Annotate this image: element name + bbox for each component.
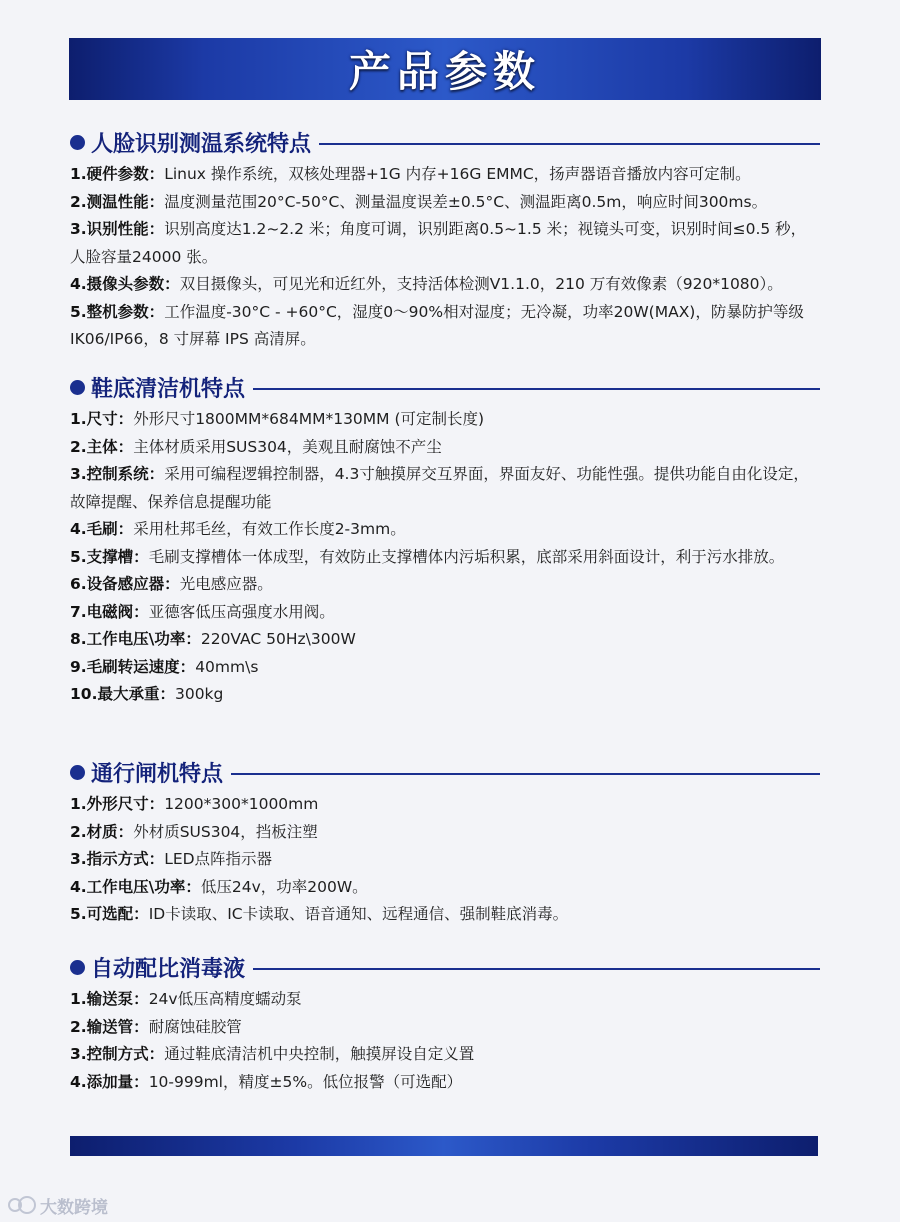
spec-label: 4.毛刷： [70, 520, 134, 538]
spec-value: LED点阵指示器 [164, 850, 273, 868]
spec-label: 10.最大承重： [70, 685, 175, 703]
spec-label: 2.测温性能： [70, 192, 165, 211]
spec-label: 3.控制方式： [70, 1045, 165, 1063]
watermark-text: 大数跨境 [40, 1197, 108, 1218]
spec-value: Linux 操作系统，双核处理器+1G 内存+16G EMMC，扬声器语音播放内容可定制。 [164, 165, 751, 183]
spec-value: 24v低压高精度蠕动泵 [148, 990, 302, 1008]
spec-item [70, 189, 820, 217]
section-disinfectant [70, 952, 820, 1096]
spec-item [70, 516, 820, 544]
section-title: 鞋底清洁机特点 [91, 376, 246, 402]
spec-value: 220VAC 50Hz\300W [200, 630, 356, 648]
spec-value: 通过鞋底清洁机中央控制，触摸屏设自定义置 [164, 1045, 475, 1063]
spec-item [70, 299, 820, 354]
spec-item [70, 819, 820, 847]
section-header [70, 127, 820, 157]
spec-item [70, 271, 820, 299]
spec-label: 4.工作电压\功率： [70, 877, 201, 896]
spec-value: 40mm\s [195, 657, 259, 676]
spec-value: 采用杜邦毛丝，有效工作长度2-3mm。 [133, 520, 406, 538]
spec-value: 外形尺寸1800MM*684MM*130MM (可定制长度) [133, 410, 485, 428]
spec-item [70, 161, 820, 189]
spec-label: 6.设备感应器： [70, 575, 180, 593]
section-face-recognition [70, 127, 820, 354]
spec-value: 外材质SUS304，挡板注塑 [133, 822, 318, 841]
section-header [70, 952, 820, 982]
section-header [70, 372, 820, 402]
spec-item [70, 986, 820, 1014]
bullet-dot-icon [70, 380, 85, 395]
spec-item [70, 406, 820, 434]
spec-value: 耐腐蚀硅胶管 [148, 1017, 242, 1036]
spec-label: 1.硬件参数： [70, 165, 165, 183]
spec-label: 5.可选配： [70, 905, 149, 923]
section-header [70, 757, 820, 787]
spec-label: 9.毛刷转运速度： [70, 657, 196, 676]
section-title: 自动配比消毒液 [91, 956, 246, 982]
spec-label: 4.摄像头参数： [70, 275, 180, 293]
spec-item [70, 599, 820, 627]
spec-label: 2.输送管： [70, 1017, 149, 1036]
section-divider [231, 773, 820, 775]
spec-value: 1200*300*1000mm [164, 795, 319, 813]
spec-label: 5.整机参数： [70, 302, 165, 321]
spec-label: 3.控制系统： [70, 465, 165, 483]
bullet-dot-icon [70, 765, 85, 780]
spec-item [70, 626, 820, 654]
spec-item [70, 1041, 820, 1069]
spec-label: 1.输送泵： [70, 990, 149, 1008]
spec-label: 1.尺寸： [70, 410, 134, 428]
spec-item [70, 874, 820, 902]
section-shoe-cleaner [70, 372, 820, 709]
spec-item [70, 434, 820, 462]
bullet-dot-icon [70, 135, 85, 150]
spec-label: 2.材质： [70, 822, 134, 841]
footer-bar [70, 1136, 818, 1156]
spec-label: 5.支撑槽： [70, 547, 149, 566]
spec-item [70, 791, 820, 819]
spec-value: 10-999ml，精度±5%。低位报警（可选配） [148, 1072, 463, 1091]
spec-label: 1.外形尺寸： [70, 795, 165, 813]
spec-value: 工作温度-30°C - +60°C，湿度0～90%相对湿度；无冷凝，功率20W(MAX)，防暴防护等级IK06/IP66，8 寸屏幕 IPS 高清屏。 [70, 302, 804, 348]
spec-label: 3.指示方式： [70, 850, 165, 868]
spec-item [70, 846, 820, 874]
spec-value: 识别高度达1.2~2.2 米；角度可调，识别距离0.5~1.5 米；视镜头可变，识别时间≤0.5 秒，人脸容量24000 张。 [70, 220, 807, 266]
spec-item [70, 681, 820, 709]
spec-label: 7.电磁阀： [70, 602, 149, 621]
spec-value: 毛刷支撑槽体一体成型，有效防止支撑槽体内污垢积累，底部采用斜面设计，利于污水排放。 [148, 547, 785, 566]
section-title: 人脸识别测温系统特点 [91, 131, 312, 157]
spec-item [70, 544, 820, 572]
spec-item [70, 461, 820, 516]
spec-label: 3.识别性能： [70, 220, 165, 238]
spec-value: 光电感应器。 [179, 575, 273, 593]
title-banner [69, 38, 821, 100]
section-divider [253, 968, 820, 970]
spec-value: 温度测量范围20°C-50°C、测量温度误差±0.5°C、测温距离0.5m，响应时间300ms。 [164, 192, 768, 211]
watermark-logo-icon [8, 1194, 36, 1216]
spec-value: ID卡读取、IC卡读取、语音通知、远程通信、强制鞋底消毒。 [148, 905, 569, 923]
spec-label: 2.主体： [70, 437, 134, 456]
spec-value: 亚德客低压高强度水用阀。 [148, 602, 335, 621]
spec-item [70, 216, 820, 271]
spec-value: 主体材质采用SUS304，美观且耐腐蚀不产尘 [133, 437, 442, 456]
section-divider [319, 143, 820, 145]
section-title: 通行闸机特点 [91, 761, 224, 787]
spec-value: 300kg [174, 685, 224, 703]
spec-item [70, 654, 820, 682]
section-divider [253, 388, 820, 390]
section-turnstile [70, 757, 820, 929]
spec-label: 4.添加量： [70, 1072, 149, 1091]
spec-item [70, 901, 820, 929]
spec-label: 8.工作电压\功率： [70, 630, 201, 648]
spec-item [70, 1014, 820, 1042]
page-title: 产品参数 [348, 47, 541, 96]
watermark [8, 1192, 108, 1218]
spec-value: 双目摄像头，可见光和近红外，支持活体检测V1.1.0，210 万有效像素（920*1080）。 [179, 275, 783, 293]
spec-item [70, 1069, 820, 1097]
spec-value: 低压24v，功率200W。 [200, 877, 368, 896]
spec-item [70, 571, 820, 599]
spec-value: 采用可编程逻辑控制器，4.3寸触摸屏交互界面，界面友好、功能性强。提供功能自由化设定，故障提醒、保养信息提醒功能 [70, 465, 809, 511]
bullet-dot-icon [70, 960, 85, 975]
